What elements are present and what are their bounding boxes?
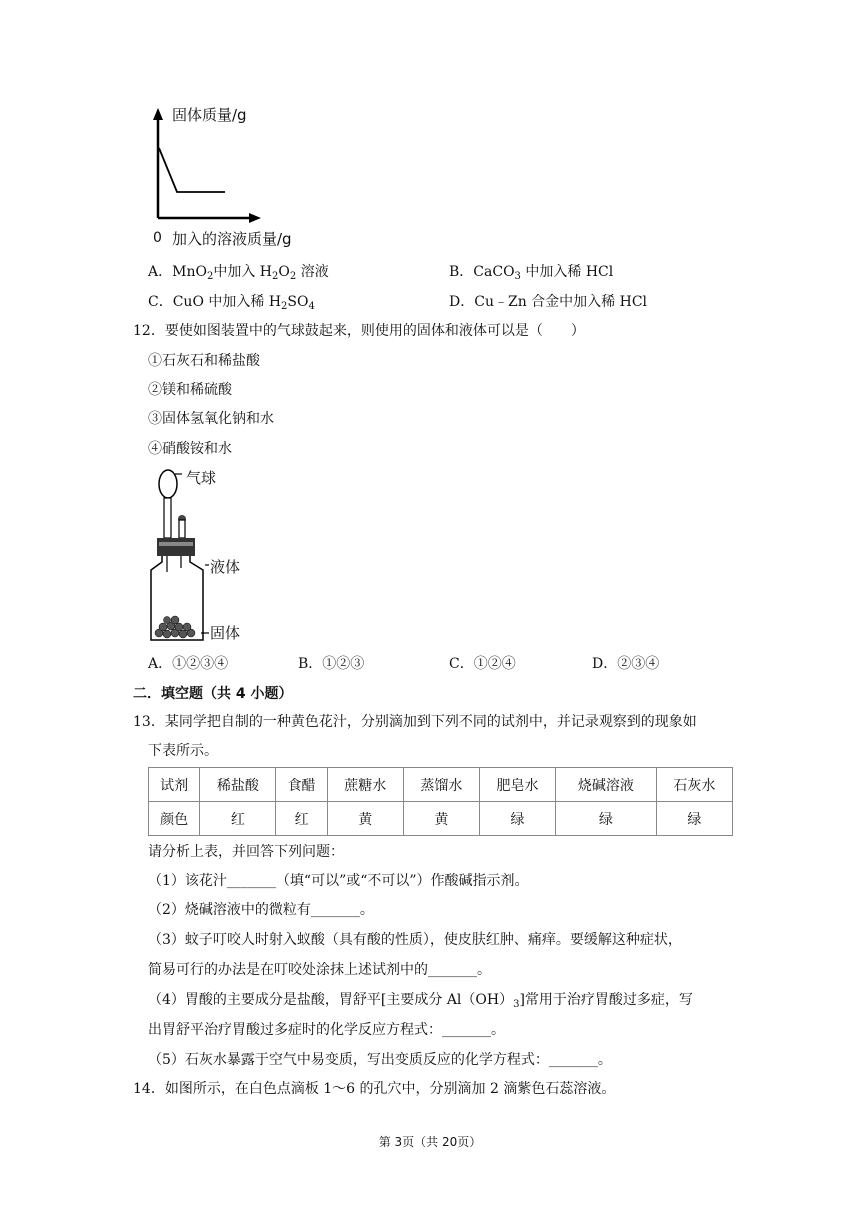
table-cell: 试剂 — [149, 768, 200, 802]
q12-item-3: ③固体氢氧化钠和水 — [148, 411, 274, 427]
q13-stem-line1: 13．某同学把自制的一种黄色花汁，分别滴加到下列不同的试剂中，并记录观察到的现象如 — [133, 714, 697, 730]
page-footer: 第 3页（共 20页） — [378, 1135, 482, 1149]
q11-option-d[interactable]: D．Cu﹣Zn 合金中加入稀 HCl — [449, 294, 648, 310]
table-cell: 绿 — [479, 802, 555, 836]
table-cell: 绿 — [656, 802, 732, 836]
graph-origin: 0 — [153, 230, 162, 246]
q13-part-3-line2: 简易可行的办法是在叮咬处涂抹上述试剂中的_______。 — [148, 962, 491, 978]
q11-option-c[interactable]: C．CuO 中加入稀 $H_2SO_4$ — [148, 294, 315, 312]
q12-item-2: ②镁和稀硫酸 — [148, 382, 232, 398]
q12-item-1: ①石灰石和稀盐酸 — [148, 353, 260, 369]
table-cell: 蒸馏水 — [403, 768, 479, 802]
q13-part-1: （1）该花汁_______（填“可以”或“不可以”）作酸碱指示剂。 — [148, 873, 529, 889]
q11-option-b[interactable]: B．CaCO$_3$ 中加入稀 HCl — [449, 264, 614, 282]
table-cell: 稀盐酸 — [200, 768, 276, 802]
q12-option-a[interactable]: A．①②③④ — [148, 656, 229, 672]
table-cell: 黄 — [403, 802, 479, 836]
q11-option-a[interactable]: A．MnO$_2$中加入 $H_2O_2$ 溶液 — [148, 264, 329, 282]
graph-xlabel: 加入的溶液质量/g — [172, 230, 292, 248]
q13-stem-line2: 下表所示。 — [148, 743, 218, 759]
reagent-color-table — [148, 767, 733, 836]
q12-item-4: ④硝酸铵和水 — [148, 441, 232, 457]
q13-part-2: （2）烧碱溶液中的微粒有_______。 — [148, 902, 374, 918]
table-row — [149, 802, 733, 836]
fig-label-balloon: 气球 — [186, 469, 217, 487]
graph-ylabel: 固体质量/g — [172, 106, 247, 124]
table-cell: 蔗糖水 — [327, 768, 403, 802]
q13-intro: 请分析上表，并回答下列问题： — [148, 844, 344, 860]
table-cell: 颜色 — [149, 802, 200, 836]
mass-curve — [159, 148, 225, 192]
q13-part-4-line2: 出胃舒平治疗胃酸过多症时的化学反应方程式：_______。 — [148, 1022, 505, 1038]
table-cell: 肥皂水 — [479, 768, 555, 802]
q12-option-b[interactable]: B．①②③ — [298, 656, 365, 672]
table-cell: 食醋 — [276, 768, 327, 802]
q12-option-c[interactable]: C．①②④ — [449, 656, 516, 672]
table-cell: 石灰水 — [656, 768, 732, 802]
table-cell: 黄 — [327, 802, 403, 836]
table-cell: 绿 — [556, 802, 657, 836]
q13-part-5: （5）石灰水暴露于空气中易变质，写出变质反应的化学方程式：_______。 — [148, 1052, 612, 1068]
balloon-apparatus-figure — [145, 462, 255, 647]
q12-option-d[interactable]: D．②③④ — [592, 656, 660, 672]
q13-part-4-line1: （4）胃酸的主要成分是盐酸，胃舒平[主要成分 $Al(OH)_3$]常用于治疗胃酸过多症，写 — [148, 992, 693, 1010]
q14-stem: 14．如图所示，在白色点滴板 1～6 的孔穴中，分别滴加 2 滴紫色石蕊溶液。 — [133, 1081, 616, 1097]
q12-stem: 12．要使如图装置中的气球鼓起来，则使用的固体和液体可以是（ ） — [133, 323, 585, 339]
q13-part-3-line1: （3）蚊子叮咬人时射入蚁酸（具有酸的性质），使皮肤红肿、痛痒。要缓解这种症状， — [148, 932, 682, 948]
table-cell: 烧碱溶液 — [556, 768, 657, 802]
table-cell: 红 — [276, 802, 327, 836]
table-cell: 红 — [200, 802, 276, 836]
fig-label-liquid: 液体 — [210, 558, 241, 576]
fig-label-solid: 固体 — [210, 624, 241, 642]
table-row — [149, 768, 733, 802]
section-heading: 二．填空题（共 4 小题） — [133, 686, 293, 702]
